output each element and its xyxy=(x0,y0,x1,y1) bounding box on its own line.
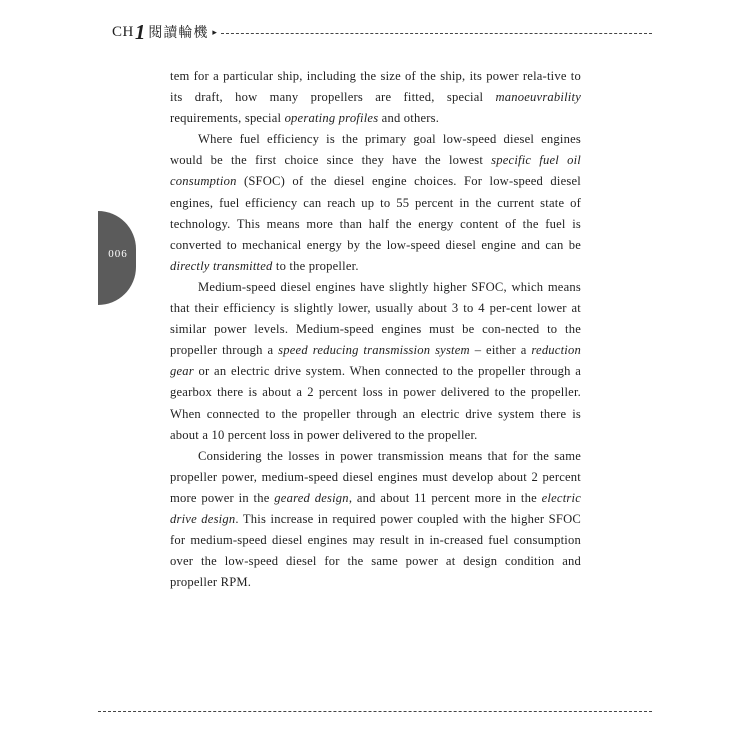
chapter-title: 閱讀輪機 xyxy=(148,26,209,41)
header-arrow-icon: ▸ xyxy=(212,26,217,37)
paragraph xyxy=(170,129,581,277)
italic-term: manoeuvrability xyxy=(495,90,581,105)
text-run: and others. xyxy=(378,111,440,126)
text-run: – either a xyxy=(469,343,532,358)
header-dashed-rule xyxy=(221,33,652,34)
italic-term: directly transmitted xyxy=(170,258,273,273)
paragraph xyxy=(170,277,581,446)
text-run: . This increase in required power coupled with the higher SFOC for medium-speed diesel engines may result in in-creased fuel consumption over the low-speed diesel for the same power at design condition and propeller RPM. xyxy=(170,511,581,590)
italic-term: specific fuel oil consumption xyxy=(170,153,581,189)
text-run: or an electric drive system. When connected to the propeller through a gearbox there is about a 2 percent loss in power delivered to the propeller. When connected to the propeller through an electric drive system there is about a 10 percent loss in power delivered to the propeller. xyxy=(170,364,581,442)
paragraph xyxy=(170,66,581,129)
chapter-number: 1 xyxy=(134,19,146,44)
text-run: requirements, special xyxy=(170,111,285,126)
running-header xyxy=(112,20,652,44)
text-run: , and about 11 percent more in the xyxy=(348,490,542,505)
italic-term: operating profiles xyxy=(284,111,379,126)
text-run: (SFOC) of the diesel engine choices. For low-speed diesel engines, fuel efficiency can reach up to 55 percent in the current state of technology. This means more than half the energy content of the fuel is converted to mechanical energy by the low-speed diesel engine and can be xyxy=(170,174,581,252)
paragraph xyxy=(170,446,581,594)
page-number: 006 xyxy=(108,248,128,260)
text-run: Where fuel efficiency is the primary goal low-speed diesel engines would be the first choice since they have the lowest xyxy=(170,132,581,168)
body-text xyxy=(170,66,581,593)
italic-term: geared design xyxy=(274,490,349,505)
chapter-prefix: CH xyxy=(112,23,134,40)
text-run: Considering the losses in power transmission means that for the same propeller power, medium-speed diesel engines must develop about 2 percent more power in the xyxy=(170,448,581,505)
italic-term: electric drive design xyxy=(170,490,581,526)
text-run: to the propeller. xyxy=(272,258,359,273)
italic-term: speed reducing transmission system xyxy=(278,343,470,358)
footer-dashed-rule xyxy=(98,711,652,712)
italic-term: reduction gear xyxy=(170,343,581,379)
text-run: tem for a particular ship, including the size of the ship, its power rela-tive to its draft, how many propellers are fitted, special xyxy=(170,69,581,105)
text-run: Medium-speed diesel engines have slightly higher SFOC, which means that their efficiency is slightly lower, usually about 3 to 4 per-cent lower at similar power levels. Medium-speed engines must be con-nected to the propeller through a xyxy=(170,279,581,358)
